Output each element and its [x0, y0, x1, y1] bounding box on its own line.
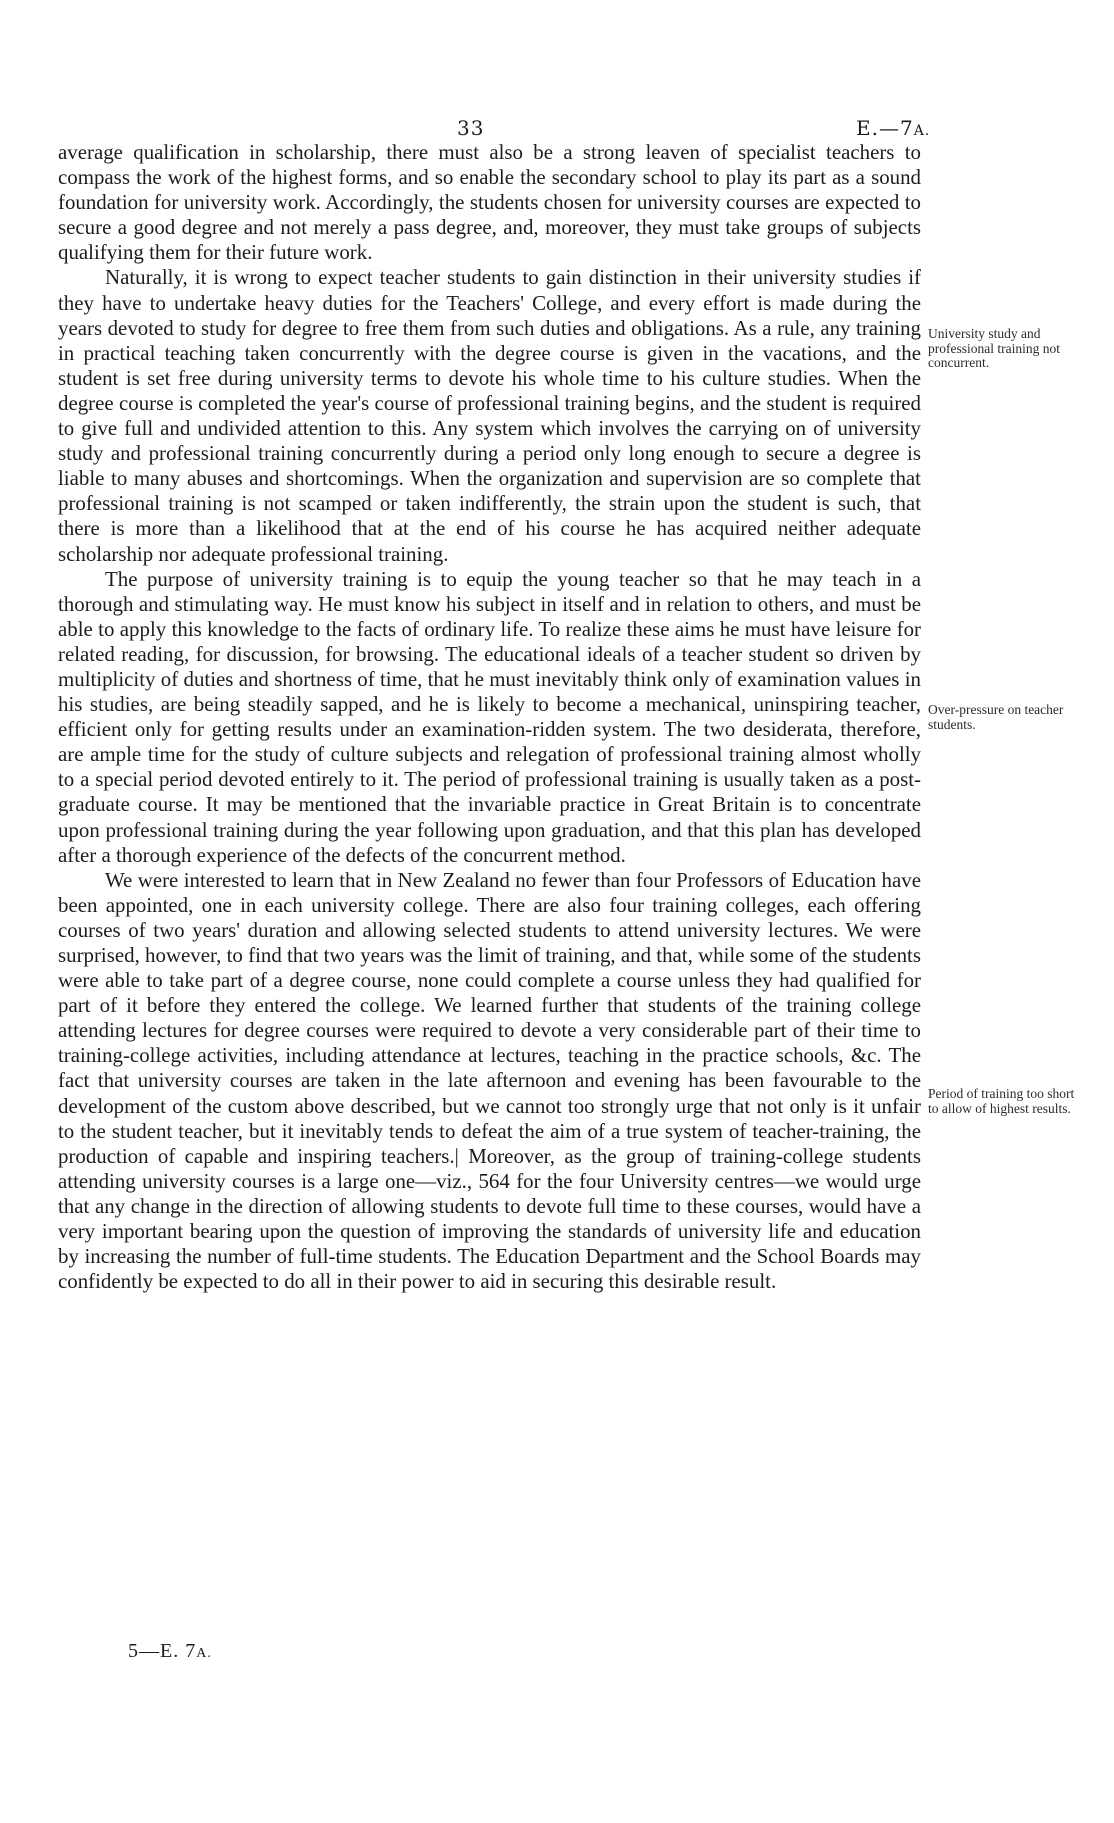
margin-note-over-pressure: Over-pressure on teacher students.: [928, 702, 1064, 732]
paragraph-continuation: average qualification in scholarship, there must also be a strong leaven of specialist teachers to compass the work of the highest forms, and so enable the secondary school to play its part as a sound foundation for university work. Accordingly, the students chosen for university courses are expected to secure a good degree and not merely a pass degree, and, moreover, they must take groups of subjects qualifying them for their future work.: [58, 140, 921, 265]
paragraph-purpose-of-training: The purpose of university training is to equip the young teacher so that he may teach in a thorough and stimulating way. He must know his subject in itself and in relation to others, and must be able to apply this knowledge to the facts of ordinary life. To realize these aims he must have leisure for related reading, for discussion, for browsing. The educational ideals of a teacher student so driven by multiplicity of duties and shortness of time, that he must inevitably think only of examination values in his studies, are being steadily sapped, and he is likely to become a mechanical, uninspiring teacher, efficient only for getting results under an examination-ridden system. The two desiderata, therefore, are ample time for the study of culture subjects and relegation of professional training almost wholly to a special period devoted entirely to it. The period of professional training is usually taken as a post-graduate course. It may be mentioned that the invariable practice in Great Britain is to concentrate upon professional training during the year following upon graduation, and that this plan has developed after a thorough experience of the defects of the concurrent method.: [58, 566, 921, 867]
doc-ref-suffix: A.: [913, 123, 931, 139]
printer-signature: [128, 1640, 212, 1663]
body-text: [58, 140, 921, 1294]
margin-note-university-study: University study and professional training not concurrent.: [928, 326, 1060, 370]
signature-suffix: A.: [196, 1646, 212, 1661]
page-number: 33: [457, 116, 485, 140]
margin-note-period-of-training: Period of training too short to allow of highest results.: [928, 1086, 1075, 1116]
signature-prefix: 5—E. 7: [128, 1640, 197, 1662]
paragraph-new-zealand: We were interested to learn that in New Zealand no fewer than four Professors of Education have been appointed, one in each university college. There are also four training colleges, each offering courses of two years' duration and allowing selected students to attend university lectures. We were surprised, however, to find that two years was the limit of training, and that, while some of the students were able to take part of a degree course, none could complete a course unless they had qualified for part of it before they entered the college. We learned further that students of the training college attending lectures for degree courses were required to devote a very considerable part of their time to training-college activities, including attendance at lectures, teaching in the practice schools, &c. The fact that university courses are taken in the late afternoon and evening has been favourable to the development of the custom above described, but we cannot too strongly urge that not only is it unfair to the student teacher, but it inevitably tends to defeat the aim of a true system of teacher-training, the production of capable and inspiring teachers.| Moreover, as the group of training-college students attending university courses is a large one—viz., 564 for the four University centres—we would urge that any change in the direction of allowing students to devote full time to these courses, would have a very important bearing upon the question of improving the standards of university life and education by increasing the number of full-time students. The Education Department and the School Boards may confidently be expected to do all in their power to aid in securing this desirable result.: [58, 867, 921, 1294]
doc-ref-prefix: E.—7: [856, 116, 914, 140]
document-reference: [856, 116, 930, 140]
paragraph-university-study: Naturally, it is wrong to expect teacher students to gain distinction in their university studies if they have to undertake heavy duties for the Teachers' College, and every effort is made during the years devoted to study for degree to free them from such duties and obligations. As a rule, any training in practical teaching taken concurrently with the degree course is given in the vacations, and the student is set free during university terms to devote his whole time to his culture studies. When the degree course is completed the year's course of professional training begins, and the student is required to give full and undivided attention to this. Any system which involves the carrying on of university study and professional training concurrently during a period only long enough to secure a degree is liable to many abuses and shortcomings. When the organization and supervision are so complete that professional training is not scamped or taken indifferently, the strain upon the student is such, that there is more than a likelihood that at the end of his course he has acquired neither adequate scholarship nor adequate professional training.: [58, 265, 921, 566]
